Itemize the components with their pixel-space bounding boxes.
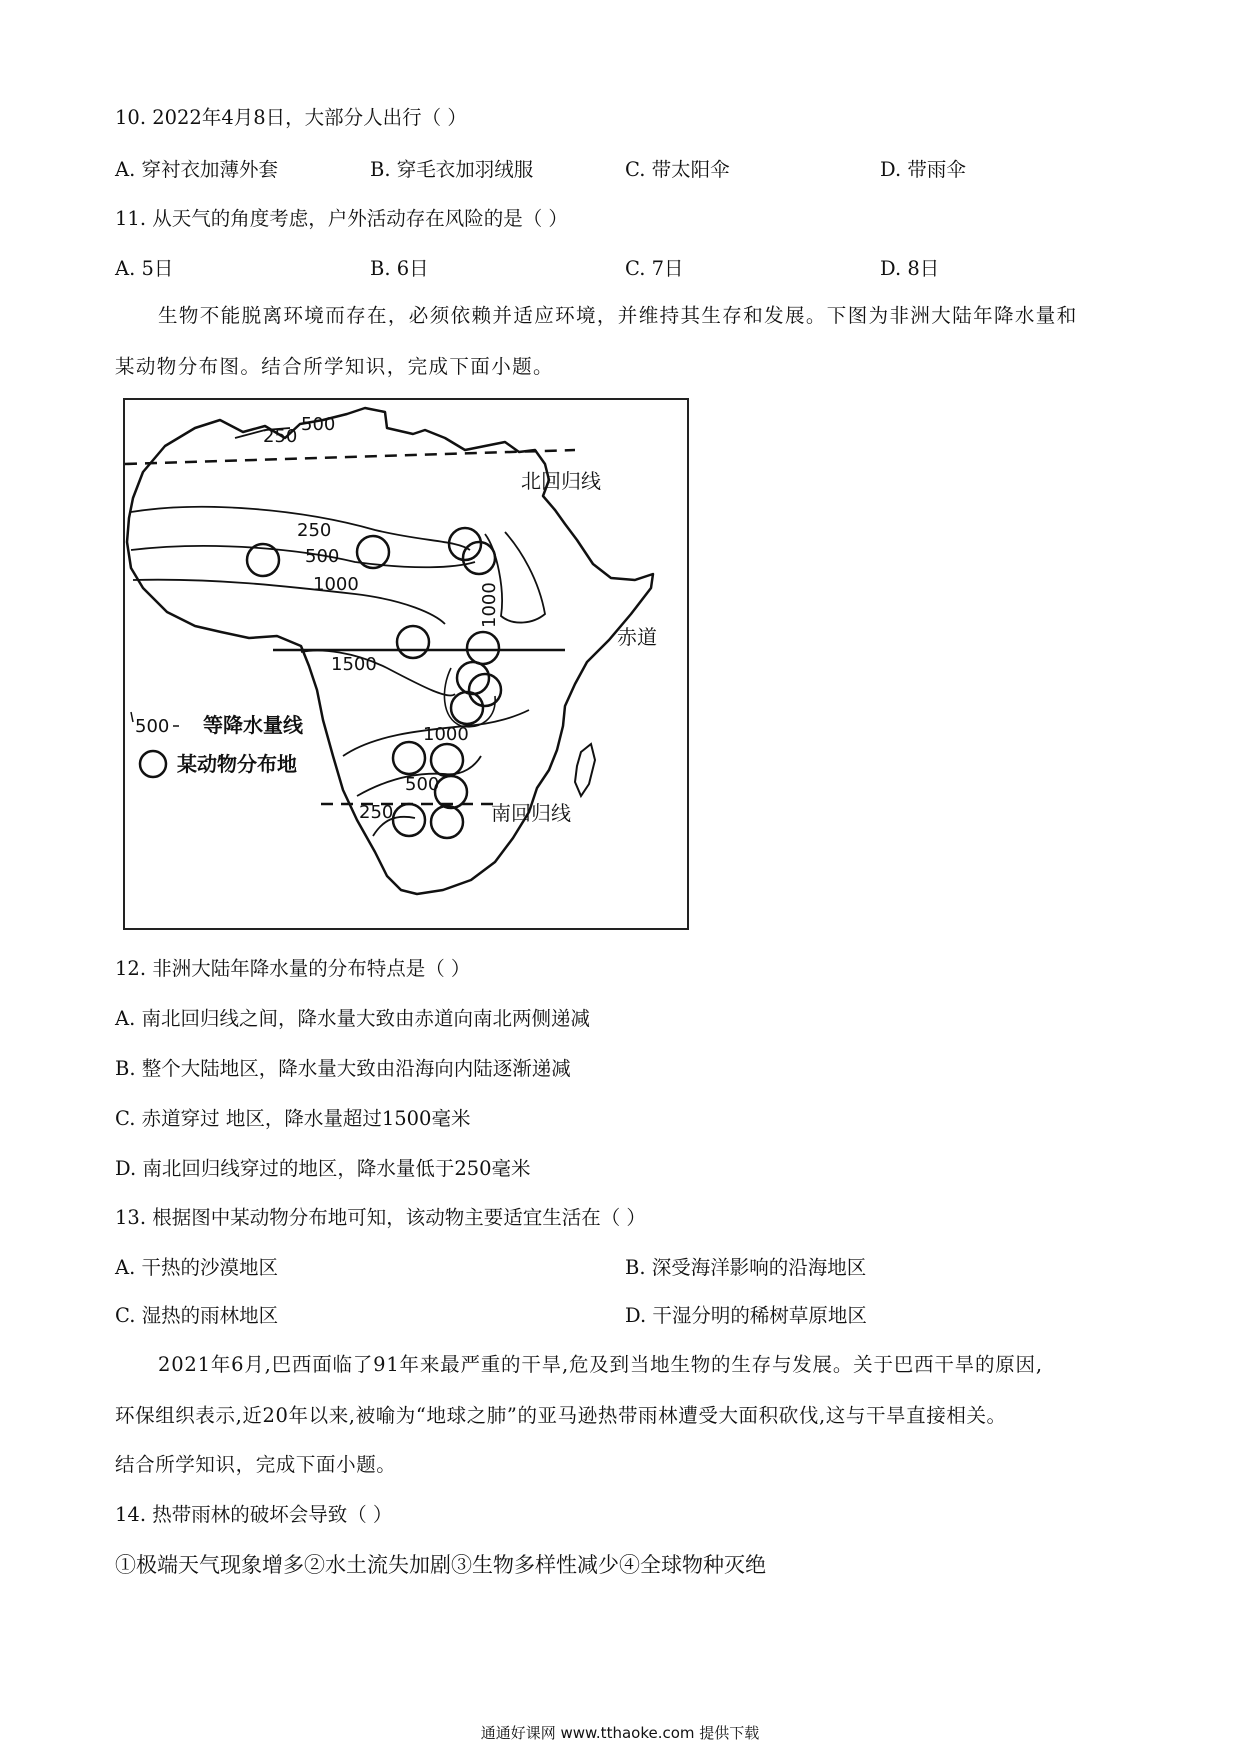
north-tropic-label: 北回归线 xyxy=(521,469,601,493)
isohyet-500-north xyxy=(131,546,475,567)
q12-stem: 12. 非洲大陆年降水量的分布特点是（ ） xyxy=(115,957,471,980)
animal-site-6 xyxy=(467,632,499,664)
q13-option-b: B. 深受海洋影响的沿海地区 xyxy=(625,1256,867,1279)
q10-option-a: A. 穿衬衣加薄外套 xyxy=(115,158,278,181)
africa-map-svg xyxy=(125,400,687,928)
africa-intro-line1: 生物不能脱离环境而存在，必须依赖并适应环境，并维持其生存和发展。下图为非洲大陆年降水量和 xyxy=(158,304,1078,327)
africa-intro-line2: 某动物分布图。结合所学知识，完成下面小题。 xyxy=(115,355,554,378)
contour-label-500-south: 500 xyxy=(405,774,440,795)
animal-site-13 xyxy=(393,804,425,836)
q10-stem: 10. 2022年4月8日，大部分人出行（ ） xyxy=(115,106,467,129)
q12-option-d: D. 南北回归线穿过的地区，降水量低于250毫米 xyxy=(115,1157,531,1180)
animal-site-4 xyxy=(463,542,495,574)
south-tropic-label: 南回归线 xyxy=(491,801,571,825)
q13-option-a: A. 干热的沙漠地区 xyxy=(115,1256,278,1279)
q10-option-c: C. 带太阳伞 xyxy=(625,158,730,181)
q14-stem: 14. 热带雨林的破坏会导致（ ） xyxy=(115,1503,393,1526)
legend-animal-label: 某动物分布地 xyxy=(177,752,297,776)
q12-option-a: A. 南北回归线之间，降水量大致由赤道向南北两侧递减 xyxy=(115,1007,590,1030)
animal-site-14 xyxy=(431,806,463,838)
contour-label-1000-south: 1000 xyxy=(423,724,469,745)
contour-label-500-nw: 500 xyxy=(301,414,336,435)
q11-stem: 11. 从天气的角度考虑，户外活动存在风险的是（ ） xyxy=(115,207,568,230)
legend-isohyet-tick xyxy=(131,712,133,722)
animal-site-10 xyxy=(393,742,425,774)
q11-option-d: D. 8日 xyxy=(880,257,940,280)
animal-site-11 xyxy=(431,744,463,776)
q13-option-c: C. 湿热的雨林地区 xyxy=(115,1304,279,1327)
animal-site-9 xyxy=(451,692,483,724)
q13-option-d: D. 干湿分明的稀树草原地区 xyxy=(625,1304,867,1327)
contour-label-250-south: 250 xyxy=(359,802,394,823)
q10-option-b: B. 穿毛衣加羽绒服 xyxy=(370,158,534,181)
contour-label-500-north: 500 xyxy=(305,546,340,567)
animal-site-2 xyxy=(357,536,389,568)
animal-site-5 xyxy=(397,626,429,658)
contour-label-1000-east: 1000 xyxy=(479,582,500,628)
legend-animal-circle xyxy=(140,751,166,777)
north-tropic-line xyxy=(125,450,575,464)
contour-label-250-north: 250 xyxy=(297,520,332,541)
isohyet-1500 xyxy=(301,651,455,696)
africa-precipitation-map xyxy=(123,398,689,930)
q11-option-a: A. 5日 xyxy=(115,257,174,280)
q14-choices: ①极端天气现象增多②水土流失加剧③生物多样性减少④全球物种灭绝 xyxy=(115,1553,766,1577)
brazil-intro-line3: 结合所学知识，完成下面小题。 xyxy=(115,1453,397,1476)
contour-label-1000-north: 1000 xyxy=(313,574,359,595)
contour-label-250-nw: 250 xyxy=(263,426,298,447)
q12-option-c: C. 赤道穿过 地区，降水量超过1500毫米 xyxy=(115,1107,471,1130)
equator-label: 赤道 xyxy=(617,625,657,649)
q11-option-b: B. 6日 xyxy=(370,257,429,280)
page-footer: 通通好课网 www.tthaoke.com 提供下载 xyxy=(480,1724,760,1742)
contour-label-1500: 1500 xyxy=(331,654,377,675)
q12-option-b: B. 整个大陆地区，降水量大致由沿海向内陆逐渐递减 xyxy=(115,1057,571,1080)
q11-option-c: C. 7日 xyxy=(625,257,684,280)
legend-isohyet-label: 等降水量线 xyxy=(203,713,303,737)
madagascar-outline xyxy=(575,744,595,796)
q13-stem: 13. 根据图中某动物分布地可知，该动物主要适宜生活在（ ） xyxy=(115,1206,646,1229)
brazil-intro-line1: 2021年6月,巴西面临了91年来最严重的干旱,危及到当地生物的生存与发展。关于巴西干旱的原因, xyxy=(158,1353,1043,1376)
legend-isohyet-sample: 500 xyxy=(135,716,170,737)
q10-option-d: D. 带雨伞 xyxy=(880,158,966,181)
brazil-intro-line2: 环保组织表示,近20年以来,被喻为“地球之肺”的亚马逊热带雨林遭受大面积砍伐,这与干旱直接相关。 xyxy=(115,1404,1007,1427)
